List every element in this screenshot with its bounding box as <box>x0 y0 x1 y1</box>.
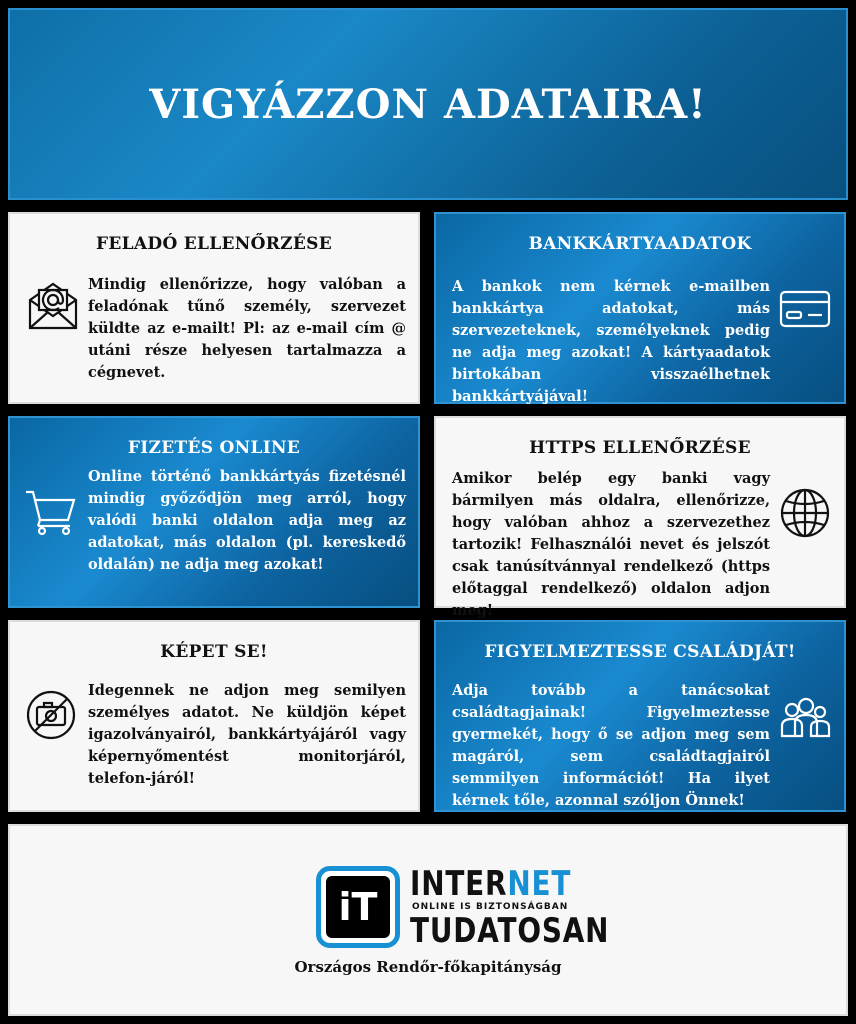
card-https-check <box>434 416 846 619</box>
card-sender-check <box>8 212 420 404</box>
card-title: BANKKÁRTYAADATOK <box>528 234 752 254</box>
logo-tagline: ONLINE IS BIZTONSÁGBAN <box>412 902 569 912</box>
family-icon <box>778 692 832 746</box>
card-text: Mindig ellenőrizze, hogy valóban a feladónak tűnő személy, szervezet küldte az e-mailt! Pl: az e-mail cím @ utáni része helyesen tartalmazza a cégnevet. <box>88 276 406 381</box>
logo-mark <box>316 866 400 948</box>
logo-line-1: INTERNET <box>410 864 572 904</box>
card-text: Idegennek ne adjon meg semilyen személyes adatot. Ne küldjön képet igazolványairól, bankkártyájáról vagy képernyőmentést monitorjáról, telefon-járól! <box>88 682 406 787</box>
card-title: FELADÓ ELLENŐRZÉSE <box>96 234 332 254</box>
card-title: FIZETÉS ONLINE <box>127 438 301 458</box>
card-bank-card-data <box>434 212 846 404</box>
header-banner <box>8 8 848 200</box>
card-text: Online történő bankkártyás fizetésnél mindig győződjön meg arról, hogy valódi banki oldalon adja meg az adatokat, más oldalon (pl. kereskedő oldalán) ne adja meg azokat! <box>88 468 406 573</box>
card-text: A bankok nem kérnek e-mailben bankkártya adatokat, más szervezeteknek, személyeknek pedig ne adja meg azokat! A kártyaadatok birtokában visszaélhetnek bankkártyájával! <box>452 278 770 405</box>
card-online-payment <box>8 416 420 608</box>
footer <box>8 824 848 1016</box>
card-warn-family <box>434 620 846 812</box>
logo-line-3: TUDATOSAN <box>410 911 610 951</box>
no-camera-icon <box>24 688 78 742</box>
page-title: VIGYÁZZON ADATAIRA! <box>149 80 707 128</box>
email-icon <box>26 278 80 332</box>
credit-card-icon <box>778 282 832 336</box>
globe-icon <box>778 486 832 540</box>
card-text: Adja tovább a tanácsokat családtagjainak! Figyelmeztesse gyermekét, hogy ő se adjon meg sem magáról, sem családtagjairól semmilyen információt! Ha ilyet kérnek tőle, azonnal szóljon Önnek! <box>452 682 770 809</box>
card-title: KÉPET SE! <box>160 642 268 662</box>
card-title: HTTPS ELLENŐRZÉSE <box>529 438 751 458</box>
organization-name: Országos Rendőr-főkapitányság <box>294 958 562 976</box>
card-no-photos <box>8 620 420 812</box>
shopping-cart-icon <box>24 484 78 538</box>
logo-wordmark <box>410 866 653 950</box>
card-text: Amikor belép egy banki vagy bármilyen más oldalra, ellenőrizze, hogy valóban ahhoz a szervezethez tartozik! Felhasználói nevet és jelszót csak tanúsítvánnyal rendelkező (https előtaggal rendelkező) oldalon adjon meg! <box>452 470 770 619</box>
card-title: FIGYELMEZTESSE CSALÁDJÁT! <box>484 642 796 662</box>
logo-mark-text: iT <box>326 876 390 938</box>
